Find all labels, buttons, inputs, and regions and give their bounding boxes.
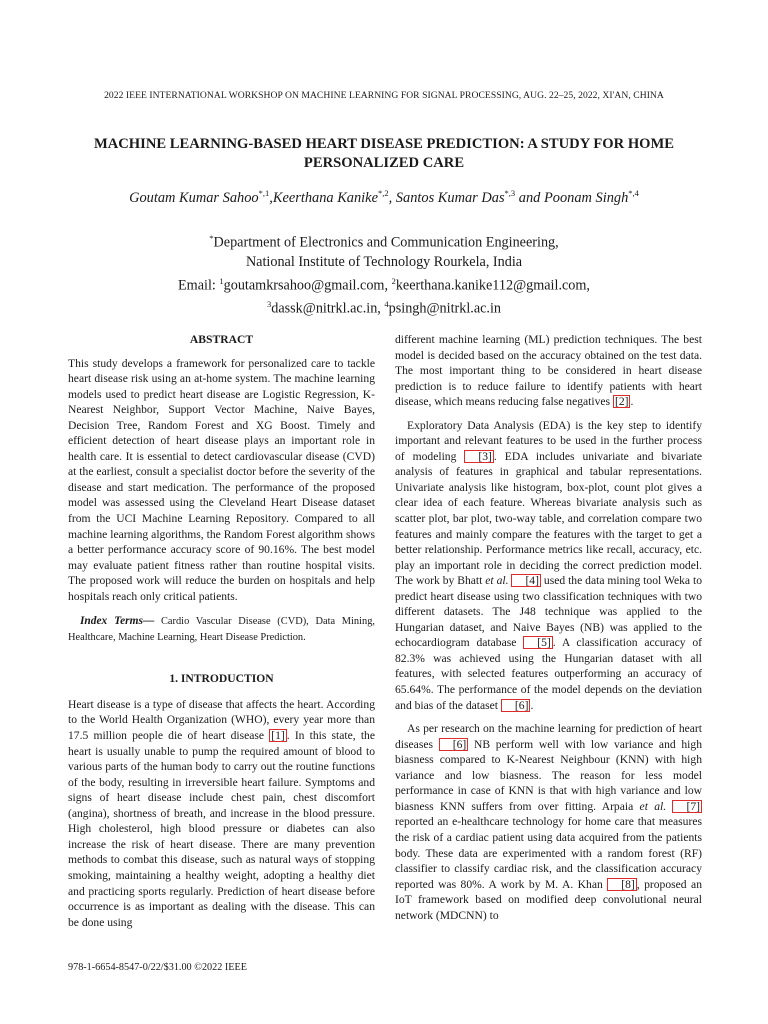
- text-run: reported an e-healthcare technology for home care that measures the risk of a cardiac patient using data acquired from the patients body. These data are experimented with a random forest (RF) classifier to classify cardiac risk, and the classification accuracy reported was 80%. A work by M. A. Khan: [395, 815, 702, 891]
- introduction-paragraph: [68, 697, 375, 930]
- author-name: Goutam Kumar Sahoo: [129, 189, 259, 206]
- affiliation-institute: National Institute of Technology Rourkela, India: [245, 253, 523, 270]
- body-paragraph: [395, 721, 702, 923]
- body-paragraph: [395, 332, 702, 410]
- author-list: [0, 188, 768, 207]
- index-terms-text: Cardio Vascular Disease (CVD), Data Mining, Healthcare, Machine Learning, Heart Disease Prediction.: [68, 616, 375, 643]
- email-mark: 3: [266, 299, 272, 310]
- author-separator: ,: [269, 189, 273, 206]
- text-run: .: [630, 395, 634, 409]
- index-terms: [68, 614, 375, 645]
- citation-link[interactable]: [8]: [607, 878, 637, 891]
- affiliation-block: [0, 229, 768, 319]
- affiliation-department: [0, 229, 768, 253]
- conference-header: 2022 IEEE INTERNATIONAL WORKSHOP ON MACHINE LEARNING FOR SIGNAL PROCESSING, AUG. 22–25, 2022, XI'AN, CHINA: [104, 90, 664, 101]
- citation-link[interactable]: [7]: [672, 800, 702, 813]
- email-mark: 2: [391, 275, 396, 286]
- author-mark: *,2: [377, 188, 389, 198]
- text-run: . A classification accuracy of 82.3% was achieved using the Hungarian dataset with all features, with selected features outperforming an accuracy of 65.64%. The performance of the model depends on the deviation and bias of the dataset: [395, 636, 702, 712]
- paper-title: [60, 135, 708, 173]
- affiliation-emails-line-1: [0, 272, 768, 296]
- author-mark: *,4: [628, 188, 639, 198]
- department-text: Department of Electronics and Communication Engineering,: [213, 234, 559, 251]
- email-address: goutamkrsahoo@gmail.com,: [223, 277, 392, 294]
- email-address: keerthana.kanike112@gmail.com,: [395, 277, 590, 294]
- et-al-text: et al.: [639, 799, 667, 813]
- citation-link[interactable]: [4]: [511, 574, 541, 587]
- affiliation-emails-line-2: [0, 295, 768, 319]
- text-run: used the data mining tool Weka to predict heart disease using two classification techniques with two different datasets. The J48 technique was applied to the Hungarian dataset, and Naive Bayes (NB) was applied to the echocardiogram database: [395, 574, 702, 650]
- author-separator: and: [515, 189, 544, 206]
- text-run: Heart disease is a type of disease that affects the heart. According to the World Health Organization (WHO), every year more than 17.5 million people die of heart disease: [68, 697, 375, 743]
- left-column: [68, 332, 375, 930]
- copyright-footer: 978-1-6654-8547-0/22/$31.00 ©2022 IEEE: [68, 962, 247, 973]
- citation-link[interactable]: [6]: [501, 699, 531, 712]
- email-address: dassk@nitrkl.ac.in,: [271, 301, 385, 318]
- author-name: Santos Kumar Das: [395, 189, 505, 206]
- author-mark: *,1: [258, 188, 270, 198]
- author-mark: *,3: [504, 188, 516, 198]
- right-column: [395, 332, 702, 923]
- email-mark: 4: [384, 299, 389, 310]
- email-mark: 1: [219, 275, 224, 286]
- text-run: As per research on the machine learning for prediction of heart diseases: [395, 722, 702, 751]
- email-address: psingh@nitrkl.ac.in: [388, 301, 502, 318]
- text-run: different machine learning (ML) prediction techniques. The best model is decided based on the accuracy obtained on the test data. The most important thing to be considered in heart disease prediction is to reduce failure to identify patients with heart disease, which means reducing false negatives: [395, 333, 702, 409]
- author-name: Poonam Singh: [543, 189, 629, 206]
- introduction-heading: 1. INTRODUCTION: [169, 672, 274, 686]
- text-run: . EDA includes univariate and bivariate analysis of features in graphical and tabular representations. Univariate analysis like histogram, box-plot, count plot gives a clear idea of each feature. Whereas bivariate analysis such as scatter plot, bar plot, two-way table, and correlation compare two features and mainly compare the features with the target to get a better relationship. Performance metrics like recall, accuracy, etc. play an important role in deciding the correct prediction model. The work by Bhatt: [395, 449, 702, 588]
- citation-link[interactable]: [2]: [614, 395, 629, 409]
- paper-title-line-1: MACHINE LEARNING-BASED HEART DISEASE PREDICTION: A STUDY FOR HOME: [93, 136, 675, 152]
- text-run: . In this state, the heart is usually unable to pump the required amount of blood to various parts of the human body to carry out the routine functions of the body, resulting in irreversible heart failure. Symptoms and signs of heart disease include chest pain, chest discomfort (angina), shortness of breath, and increase in the blood pressure. High cholesterol, high blood pressure or diabetes can also increase the risk of heart disease. There are many prevention methods to combat this disease, such as natural ways of stopping smoking, maintaining a healthy weight, adopting a healthy diet and practicing sports regularly. Prediction of heart disease before occurrence is as important as dealing with the disease. This can be done using: [68, 729, 375, 929]
- text-run: Exploratory Data Analysis (EDA) is the key step to identify important and relevant features to be used in the further process of modeling: [395, 418, 702, 463]
- email-label: Email:: [178, 277, 220, 294]
- abstract-text: This study develops a framework for personalized care to tackle heart disease risk using an at-home system. The machine learning models used to predict heart disease are Logistic Regression, K-Nearest Neighbor, Support Vector Machine, Naive Bayes, Decision Tree, Random Forest and XG Boost. Timely and efficient detection of heart disease plays an important role in health care. It is essential to detect cardiovascular disease (CVD) at the earliest, consult a specialist doctor before the severity of the disease and start medication. The performance of the proposed model was assessed using the Cleveland Heart Disease dataset from the UCI Machine Learning Repository. Compared to all machine learning algorithms, the Random Forest algorithm shows a better performance accuracy score of 90.16%. The best model may evaluate patient fitness rather than routine hospital visits. The proposed work will reduce the burden on hospitals and help hospitals reach only critical patients.: [68, 356, 375, 603]
- citation-link[interactable]: [5]: [523, 636, 553, 649]
- text-run: NB perform well with low variance and high biasness compared to K-Nearest Neighbour (KNN) with high variance and low biasness. The reason for less model performance in case of KNN is that with high variance and low biasness KNN suffers from over fitting. Arpaia: [395, 737, 702, 813]
- affiliation-mark: *: [209, 233, 214, 243]
- text-run: .: [530, 698, 534, 712]
- abstract-heading: ABSTRACT: [189, 333, 254, 346]
- citation-link[interactable]: [3]: [464, 450, 494, 463]
- index-terms-label: Index Terms—: [80, 615, 155, 628]
- citation-link[interactable]: [6]: [439, 738, 469, 751]
- paper-title-line-2: PERSONALIZED CARE: [303, 155, 465, 171]
- author-name: Keerthana Kanike: [272, 189, 378, 206]
- body-paragraph: [395, 418, 702, 713]
- et-al-text: et al.: [485, 574, 509, 588]
- citation-link[interactable]: [1]: [271, 729, 285, 743]
- text-run: , proposed an IoT framework based on modified deep convolutional neural network (MDCNN) to: [395, 877, 702, 922]
- author-separator: ,: [388, 189, 396, 206]
